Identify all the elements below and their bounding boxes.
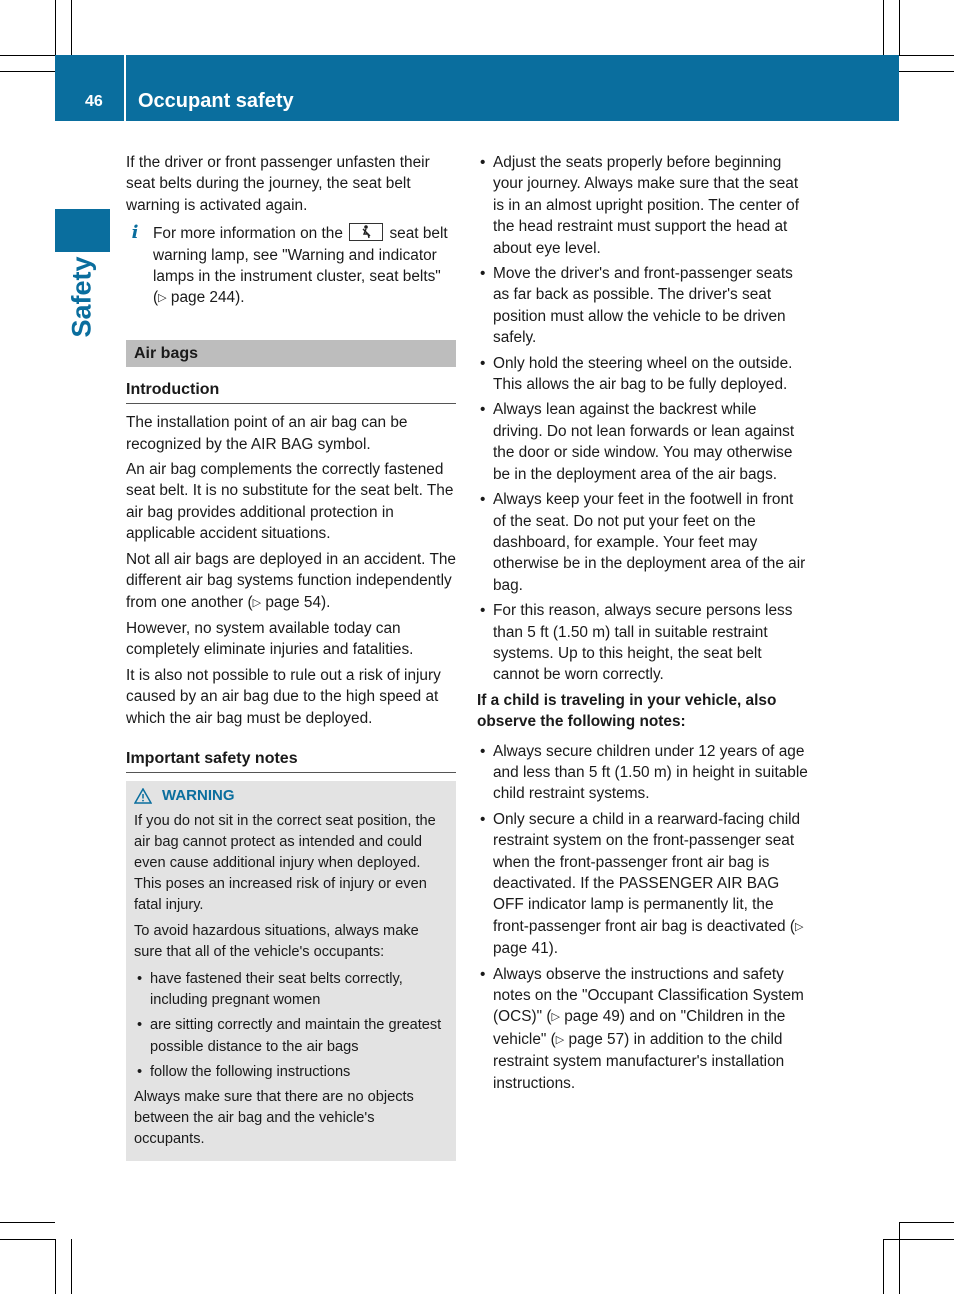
list-item: • follow the following instructions bbox=[134, 1062, 448, 1083]
list-item: • are sitting correctly and maintain the greatest possible distance to the air bags bbox=[134, 1015, 448, 1057]
right-column bbox=[477, 152, 809, 1098]
warning-para-2: To avoid hazardous situations, always make sure that all of the vehicle's occupants: bbox=[134, 922, 419, 960]
chapter-label: Safety bbox=[66, 256, 97, 338]
intro-para-3-text: Not all air bags are deployed in an accident. The different air bag systems function independently from one another ( bbox=[126, 550, 456, 611]
page-ref-arrow-icon: ▷ bbox=[551, 1011, 560, 1024]
crop-mark bbox=[883, 1239, 954, 1240]
crop-mark bbox=[0, 1239, 55, 1240]
page-ref-arrow-icon: ▷ bbox=[795, 920, 804, 933]
warning-header bbox=[134, 785, 448, 806]
intro-paragraph: If the driver or front passenger unfasten their seat belts during the journey, the seat belt warning is activated again. bbox=[126, 154, 430, 214]
child-heading: If a child is traveling in your vehicle, also observe the following notes: bbox=[477, 691, 777, 731]
crop-mark bbox=[0, 1222, 55, 1223]
warning-para-3: Always make sure that there are no objects between the air bag and the vehicle's occupants. bbox=[134, 1088, 414, 1148]
crop-mark bbox=[0, 55, 55, 56]
warning-list bbox=[134, 969, 448, 1083]
child-bullet-3-text: Always observe the instructions and safety notes on the "Occupant Classification System (OCS)" ( bbox=[493, 965, 804, 1026]
list-item: • Move the driver's and front-passenger seats as far back as possible. The driver's seat position must allow the vehicle to be driven safely. bbox=[477, 263, 809, 349]
page-link[interactable]: page 41). bbox=[493, 940, 559, 958]
list-item: • have fastened their seat belts correctly, including pregnant women bbox=[134, 969, 448, 1011]
warning-box bbox=[126, 781, 456, 1160]
list-item: • For this reason, always secure persons less than 5 ft (1.50 m) tall in suitable restraint systems. Up to this height, the seat belt cannot be worn correctly. bbox=[477, 600, 809, 686]
page-link[interactable]: page 57) in addition to the child restraint system manufacturer's installation instructions. bbox=[493, 1030, 785, 1092]
list-item bbox=[477, 809, 809, 960]
child-bullets bbox=[477, 741, 809, 1095]
info-page-link[interactable]: page 244). bbox=[170, 289, 245, 307]
crop-mark bbox=[899, 0, 900, 55]
crop-mark bbox=[55, 0, 56, 55]
info-text-prefix: For more information on the bbox=[153, 225, 343, 243]
list-item: • Always lean against the backrest while driving. Do not lean forwards or lean against the door or side window. You may otherwise be in the deployment area of the air bags. bbox=[477, 399, 809, 485]
info-icon: i bbox=[131, 222, 139, 244]
crop-mark bbox=[899, 71, 954, 72]
intro-para-4: However, no system available today can completely eliminate injuries and fatalities. bbox=[126, 619, 414, 659]
page-ref-arrow-icon: ▷ bbox=[252, 596, 262, 609]
page-header bbox=[55, 55, 899, 121]
child-bullet-2-text: Only secure a child in a rearward-facing child restraint system on the front-passenger seat when the front-passenger front air bag is deactivated. If the PASSENGER AIR BAG OFF indicator lamp is permanently lit, the front-passenger front air bag is deactivated ( bbox=[493, 810, 801, 935]
chapter-tab bbox=[55, 209, 110, 252]
crop-mark bbox=[55, 1239, 56, 1294]
list-item: • Only hold the steering wheel on the outside. This allows the air bag to be fully deployed. bbox=[477, 353, 809, 396]
header-divider bbox=[124, 55, 126, 121]
warning-para-1: If you do not sit in the correct seat position, the air bag cannot protect as intended and could even cause additional injury when deployed. This poses an increased risk of injury or even fatal injury. bbox=[134, 812, 436, 914]
intro-para-1: The installation point of an air bag can be recognized by the AIR BAG symbol. bbox=[126, 414, 408, 453]
seatbelt-icon bbox=[349, 223, 383, 241]
intro-para-5: It is also not possible to rule out a risk of injury caused by an air bag due to the high speed at which the air bag must be deployed. bbox=[126, 666, 441, 727]
info-note bbox=[126, 223, 456, 310]
page-ref-arrow-icon: ▷ bbox=[555, 1033, 565, 1046]
crop-mark bbox=[883, 0, 884, 55]
list-item: • Always secure children under 12 years of age and less than 5 ft (1.50 m) in height in suitable child restraint systems. bbox=[477, 741, 809, 805]
crop-mark bbox=[899, 1222, 954, 1223]
crop-mark bbox=[71, 1239, 72, 1294]
page-title: Occupant safety bbox=[138, 90, 294, 112]
safety-bullets bbox=[477, 152, 809, 686]
crop-mark bbox=[899, 55, 954, 56]
page-ref-arrow-icon: ▷ bbox=[158, 292, 167, 305]
intro-para-3 bbox=[126, 549, 456, 614]
page-link[interactable]: page 49) and on "Children in the vehicle" ( bbox=[493, 1008, 786, 1048]
intro-para-2: An air bag complements the correctly fastened seat belt. It is no substitute for the seat belt. The air bag provides additional protection in applicable accident situations. bbox=[126, 461, 454, 543]
info-text-suffix: seat belt warning lamp, see "Warning and indicator lamps in the instrument cluster, seat belts" ( bbox=[153, 225, 448, 307]
left-column bbox=[126, 152, 456, 1161]
list-item: • Always keep your feet in the footwell in front of the seat. Do not put your feet on the dashboard, for example. Your feet may otherwise be in the deployment area of the air bag. bbox=[477, 489, 809, 596]
page-link[interactable]: page 54). bbox=[265, 593, 331, 611]
crop-mark bbox=[883, 1239, 884, 1294]
crop-mark bbox=[71, 0, 72, 55]
crop-mark bbox=[899, 1222, 900, 1294]
list-item bbox=[477, 964, 809, 1094]
warning-label: WARNING bbox=[162, 787, 235, 805]
safety-notes-heading: Important safety notes bbox=[126, 748, 456, 773]
warning-triangle-icon bbox=[134, 788, 152, 804]
page-number: 46 bbox=[85, 93, 103, 110]
crop-mark bbox=[0, 71, 55, 72]
list-item: • Adjust the seats properly before beginning your journey. Always make sure that the seat is in an almost upright position. The center of the head restraint must support the head at about eye level. bbox=[477, 152, 809, 259]
section-title: Air bags bbox=[126, 340, 456, 367]
introduction-heading: Introduction bbox=[126, 379, 456, 404]
